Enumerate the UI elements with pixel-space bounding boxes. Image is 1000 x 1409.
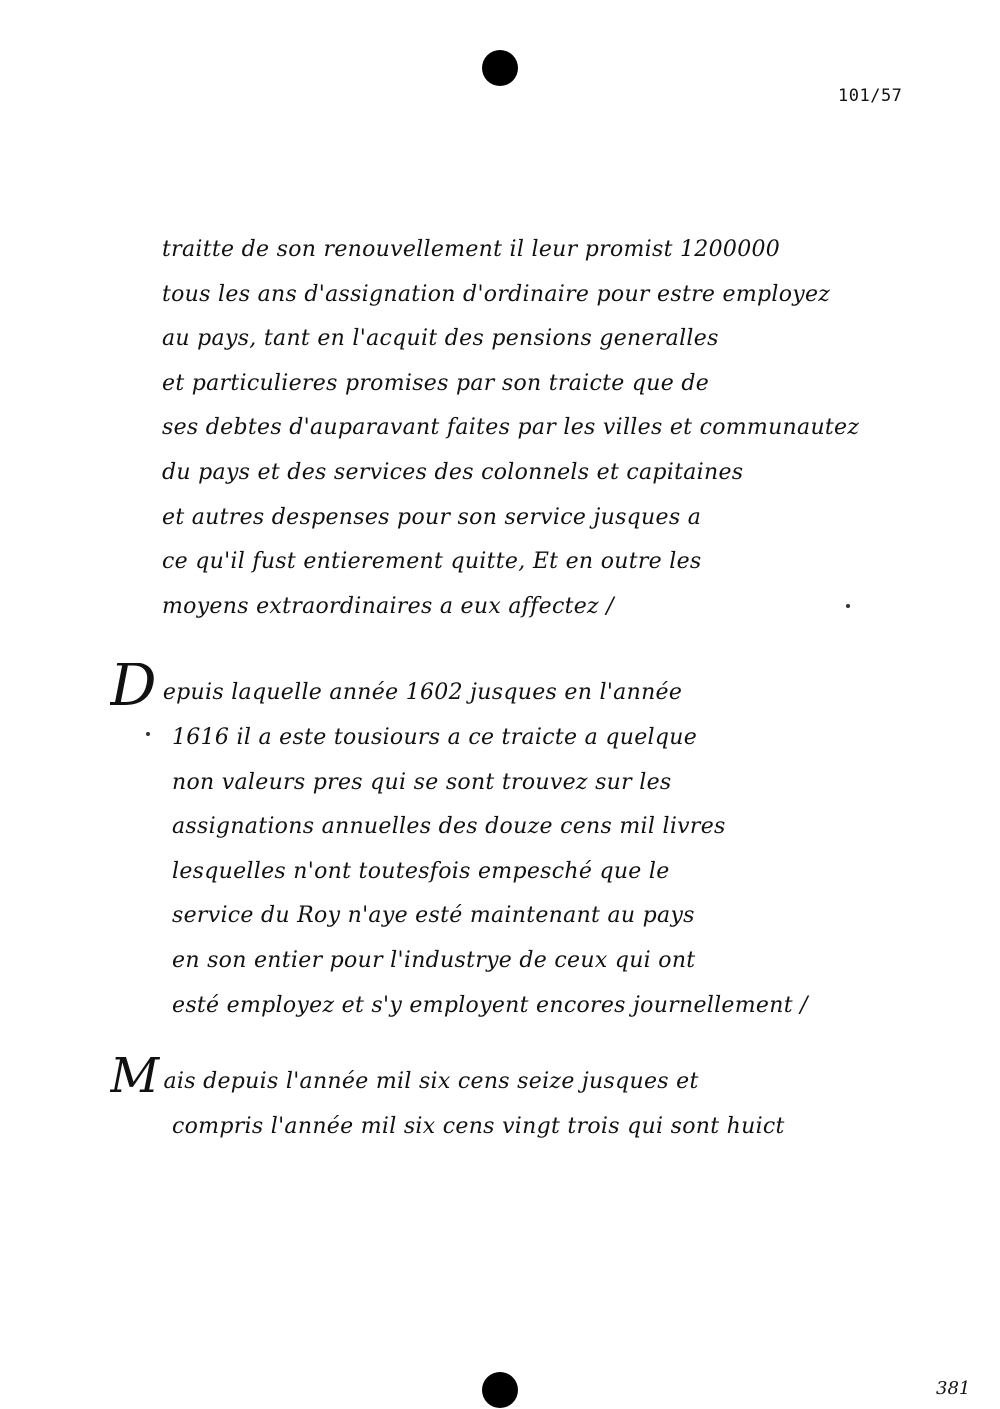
text-line: lesquelles n'ont toutesfois empesché que le xyxy=(172,858,670,884)
text-line: service du Roy n'aye esté maintenant au pays xyxy=(172,903,695,929)
decorated-initial: M xyxy=(110,1054,160,1105)
text-line: et autres despenses pour son service jusques a xyxy=(162,504,702,530)
paragraph-2 xyxy=(110,663,900,1028)
text-line: non valeurs pres qui se sont trouvez sur les xyxy=(172,769,672,795)
text-line: esté employez et s'y employent encores journellement / xyxy=(172,992,808,1018)
text-line: 1616 il a este tousiours a ce traicte a quelque xyxy=(172,724,698,750)
text-line: assignations annuelles des douze cens mil livres xyxy=(172,814,726,840)
punch-hole-bottom xyxy=(482,1372,518,1408)
text-line xyxy=(110,1054,900,1105)
text-line: au pays, tant en l'acquit des pensions generalles xyxy=(162,326,719,352)
ink-speck xyxy=(146,732,150,736)
punch-hole-top xyxy=(482,50,518,86)
text-line: moyens extraordinaires a eux affectez / xyxy=(162,593,614,619)
folio-number: 101/57 xyxy=(838,86,903,106)
text-line: traitte de son renouvellement il leur promist 1200000 xyxy=(162,237,781,262)
page-number: 381 xyxy=(936,1378,971,1399)
paragraph-1 xyxy=(110,228,900,629)
decorated-initial: D xyxy=(110,663,157,716)
line-text: ais depuis l'année mil six cens seize jusques et xyxy=(163,1069,699,1095)
ink-speck xyxy=(846,604,850,608)
text-line: ses debtes d'auparavant faites par les villes et communautez xyxy=(162,415,860,441)
text-line: compris l'année mil six cens vingt trois qui sont huict xyxy=(172,1113,785,1139)
line-text: epuis laquelle année 1602 jusques en l'année xyxy=(162,680,683,706)
text-line: tous les ans d'assignation d'ordinaire pour estre employez xyxy=(162,281,831,307)
text-line: et particulieres promises par son traicte que de xyxy=(162,370,710,396)
text-line: en son entier pour l'industrye de ceux qui ont xyxy=(172,947,696,973)
paragraph-3 xyxy=(110,1054,900,1149)
text-line xyxy=(110,663,900,716)
manuscript-text xyxy=(110,228,900,1149)
text-line: du pays et des services des colonnels et capitaines xyxy=(162,459,744,485)
text-line: ce qu'il fust entierement quitte, Et en outre les xyxy=(162,549,702,575)
